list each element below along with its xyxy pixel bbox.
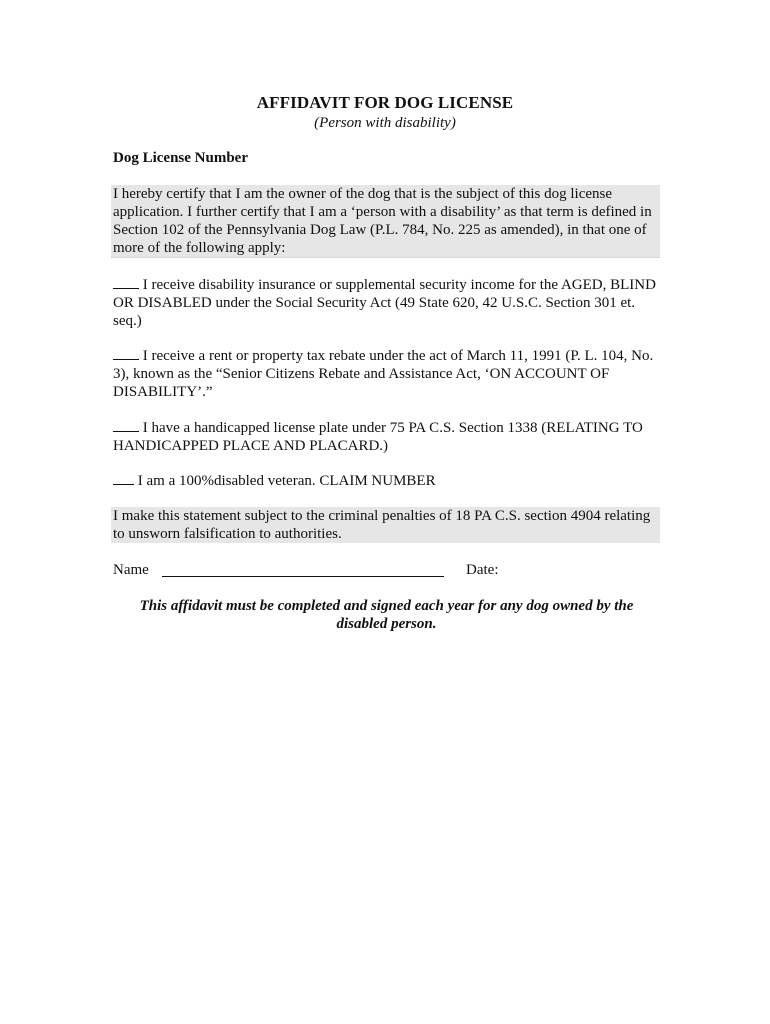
date-label: Date: xyxy=(466,562,499,578)
option-disabled-veteran xyxy=(113,471,660,490)
option-handicapped-plate xyxy=(113,418,660,455)
signature-row xyxy=(113,562,660,582)
document-subtitle: (Person with disability) xyxy=(314,115,456,131)
option-disability-insurance xyxy=(113,275,660,330)
checkbox-blank[interactable] xyxy=(113,275,139,289)
option-tax-rebate xyxy=(113,346,660,401)
certification-paragraph[interactable]: I hereby certify that I am the owner of the dog that is the subject of this dog license application. I further certify that I am a ‘person with a disability’ as that term is defined in Section 102 of the Pennsylvania Dog Law (P.L. 784, No. 225 as amended), in that one of more of the following apply: xyxy=(111,185,660,258)
option-text: I have a handicapped license plate under 75 PA C.S. Section 1338 (RELATING TO HANDICAPPED PLACE AND PLACARD.) xyxy=(113,420,643,454)
checkbox-blank[interactable] xyxy=(113,418,139,432)
document-title: AFFIDAVIT FOR DOG LICENSE xyxy=(256,93,514,112)
checkbox-blank[interactable] xyxy=(113,346,139,360)
penalty-statement[interactable]: I make this statement subject to the criminal penalties of 18 PA C.S. section 4904 relating to unsworn falsification to authorities. xyxy=(111,507,660,543)
name-label: Name xyxy=(113,562,149,578)
footer-note: This affidavit must be completed and signed each year for any dog owned by the disabled person. xyxy=(139,598,634,632)
checkbox-blank[interactable] xyxy=(113,471,134,485)
option-text: I receive disability insurance or supplemental security income for the AGED, BLIND OR DISABLED under the Social Security Act (49 State 620, 42 U.S.C. Section 301 et. seq.) xyxy=(113,277,656,329)
dog-license-number-label: Dog License Number xyxy=(113,150,248,166)
name-field-line[interactable] xyxy=(162,576,444,577)
option-text: I am a 100%disabled veteran. CLAIM NUMBER xyxy=(134,473,436,489)
option-text: I receive a rent or property tax rebate under the act of March 11, 1991 (P. L. 104, No. 3), known as the “Senior Citizens Rebate and Assistance Act, ‘ON ACCOUNT OF DISABILITY’.” xyxy=(113,348,654,400)
